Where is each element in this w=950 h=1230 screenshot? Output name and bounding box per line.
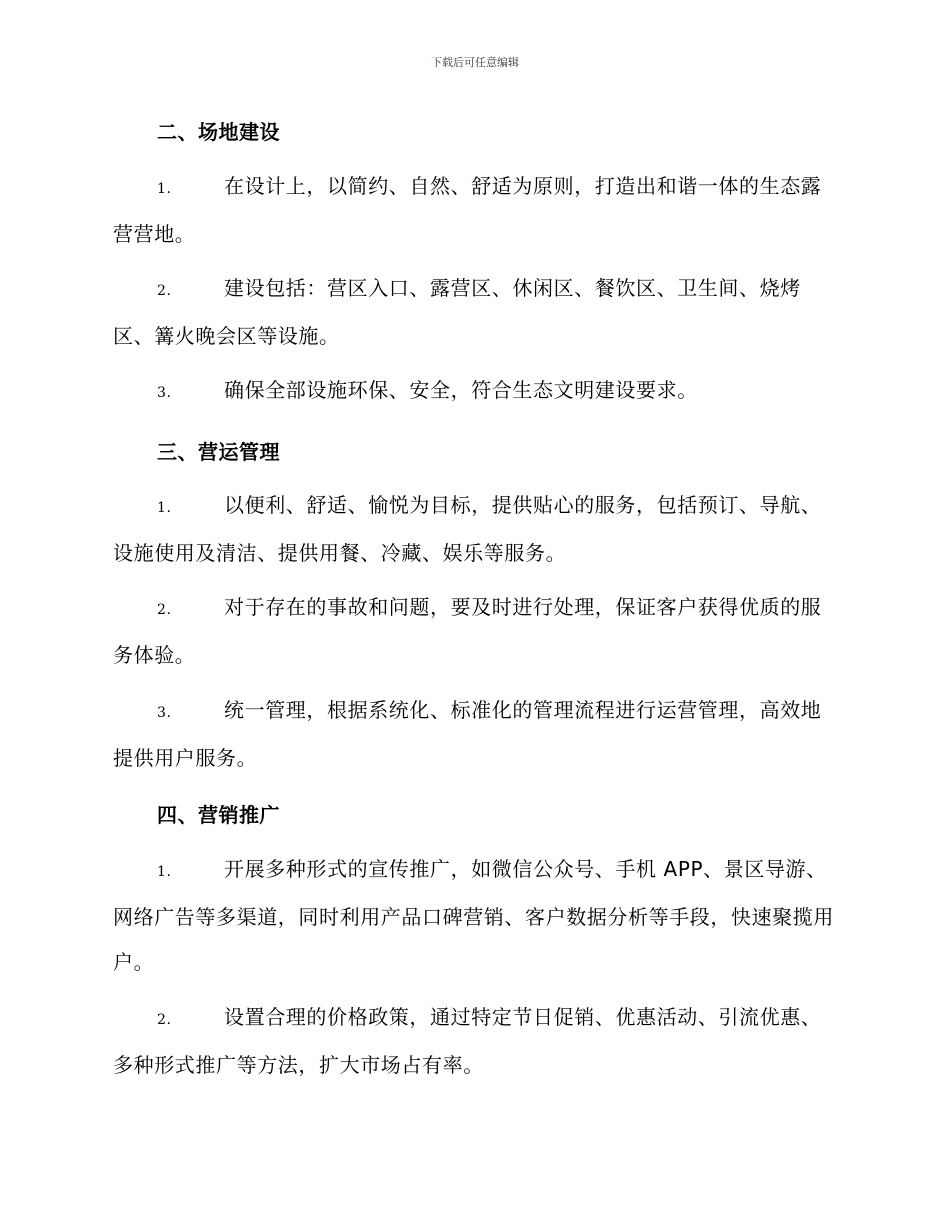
list-item bbox=[113, 164, 835, 257]
list-item bbox=[113, 266, 835, 359]
item-text: 以便利、舒适、愉悦为目标，提供贴心的服务，包括预订、导航、设施使用及清洁、提供用餐、冷藏、娱乐等服务。 bbox=[113, 493, 822, 565]
item-text: 统一管理，根据系统化、标准化的管理流程进行运营管理，高效地提供用户服务。 bbox=[113, 698, 822, 770]
list-item bbox=[113, 847, 835, 985]
item-text: 建设包括：营区入口、露营区、休闲区、餐饮区、卫生间、烧烤区、篝火晚会区等设施。 bbox=[113, 276, 801, 348]
list-item bbox=[113, 585, 835, 678]
section-heading-site-construction: 二、场地建设 bbox=[157, 120, 280, 144]
item-number: 2. bbox=[157, 283, 172, 299]
item-number: 1. bbox=[157, 181, 172, 197]
item-number: 3. bbox=[157, 385, 172, 401]
list-item bbox=[113, 995, 835, 1088]
item-text: 开展多种形式的宣传推广，如微信公众号、手机 APP、景区导游、网络广告等多渠道，同时利用产品口碑营销、客户数据分析等手段，快速聚揽用户。 bbox=[113, 857, 834, 974]
list-item bbox=[113, 688, 835, 781]
header-note: 下载后可任意编辑 bbox=[431, 56, 519, 69]
list-item bbox=[113, 368, 835, 416]
item-number: 1. bbox=[157, 500, 172, 516]
section-heading-marketing-promotion: 四、营销推广 bbox=[157, 803, 280, 827]
item-number: 2. bbox=[157, 1012, 172, 1028]
item-text: 在设计上，以简约、自然、舒适为原则，打造出和谐一体的生态露营营地。 bbox=[113, 174, 822, 246]
item-text: 设置合理的价格政策，通过特定节日促销、优惠活动、引流优惠、多种形式推广等方法，扩大市场占有率。 bbox=[113, 1005, 822, 1077]
section-heading-operations-management: 三、营运管理 bbox=[157, 440, 280, 464]
item-text: 确保全部设施环保、安全，符合生态文明建设要求。 bbox=[224, 378, 698, 402]
item-number: 3. bbox=[157, 705, 172, 721]
item-text: 对于存在的事故和问题，要及时进行处理，保证客户获得优质的服务体验。 bbox=[113, 595, 822, 667]
item-number: 1. bbox=[157, 864, 172, 880]
item-number: 2. bbox=[157, 602, 172, 618]
list-item bbox=[113, 483, 835, 576]
